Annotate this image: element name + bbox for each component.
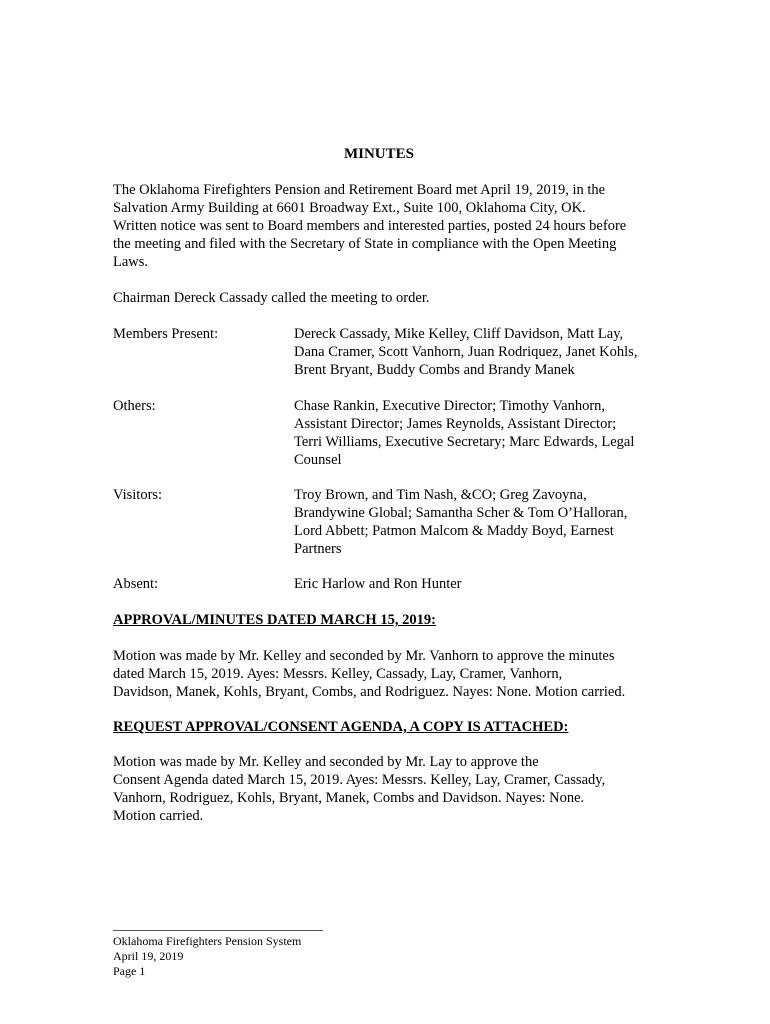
attendance-line: Eric Harlow and Ron Hunter xyxy=(294,576,462,592)
intro-line: the meeting and filed with the Secretary of State in compliance with the Open Meeting xyxy=(113,236,617,252)
attendance-line: Terri Williams, Executive Secretary; Marc Edwards, Legal xyxy=(294,434,635,450)
section-body-line: Motion carried. xyxy=(113,808,204,824)
attendance-line: Dereck Cassady, Mike Kelley, Cliff Davidson, Matt Lay, xyxy=(294,326,624,342)
attendance-line: Troy Brown, and Tim Nash, &CO; Greg Zavoyna, xyxy=(294,487,587,503)
section-heading: APPROVAL/MINUTES DATED MARCH 15, 2019: xyxy=(113,612,436,628)
section-body-line: Motion was made by Mr. Kelley and seconded by Mr. Vanhorn to approve the minutes xyxy=(113,648,615,664)
section-body-line: Consent Agenda dated March 15, 2019. Ayes: Messrs. Kelley, Lay, Cramer, Cassady, xyxy=(113,772,606,788)
footer-divider xyxy=(113,930,323,931)
attendance-line: Chase Rankin, Executive Director; Timothy Vanhorn, xyxy=(294,398,606,414)
attendance-label: Members Present: xyxy=(113,326,219,342)
intro-line: Written notice was sent to Board members and interested parties, posted 24 hours before xyxy=(113,218,627,234)
attendance-line: Counsel xyxy=(294,452,342,468)
attendance-label: Visitors: xyxy=(113,487,163,503)
attendance-value xyxy=(294,325,637,379)
attendance-value xyxy=(294,575,462,593)
attendance-value xyxy=(294,486,627,558)
intro-line: The Oklahoma Firefighters Pension and Retirement Board met April 19, 2019, in the xyxy=(113,182,606,198)
attendance-line: Partners xyxy=(294,541,342,557)
footer-date: April 19, 2019 xyxy=(113,949,184,963)
section-heading: REQUEST APPROVAL/CONSENT AGENDA, A COPY IS ATTACHED: xyxy=(113,719,569,735)
footer-page-number: Page 1 xyxy=(113,964,146,978)
attendance-line: Brent Bryant, Buddy Combs and Brandy Manek xyxy=(294,362,575,378)
footer-organization: Oklahoma Firefighters Pension System xyxy=(113,934,302,948)
section-body xyxy=(113,647,673,701)
section-body-line: Vanhorn, Rodriguez, Kohls, Bryant, Manek, Combs and Davidson. Nayes: None. xyxy=(113,790,585,806)
section-body-line: dated March 15, 2019. Ayes: Messrs. Kelley, Cassady, Lay, Cramer, Vanhorn, xyxy=(113,666,563,682)
attendance-label: Absent: xyxy=(113,576,159,592)
attendance-line: Dana Cramer, Scott Vanhorn, Juan Rodriquez, Janet Kohls, xyxy=(294,344,638,360)
intro-line: Laws. xyxy=(113,254,149,270)
section-body-line: Motion was made by Mr. Kelley and seconded by Mr. Lay to approve the xyxy=(113,754,539,770)
call-to-order xyxy=(113,289,673,307)
intro-paragraph xyxy=(113,181,673,271)
attendance-line: Brandywine Global; Samantha Scher & Tom O’Halloran, xyxy=(294,505,628,521)
section-body-line: Davidson, Manek, Kohls, Bryant, Combs, and Rodriguez. Nayes: None. Motion carried. xyxy=(113,684,626,700)
section-body xyxy=(113,753,673,825)
attendance-value xyxy=(294,397,634,469)
page-footer xyxy=(113,934,301,979)
attendance-label: Others: xyxy=(113,398,156,414)
intro-line: Salvation Army Building at 6601 Broadway Ext., Suite 100, Oklahoma City, OK. xyxy=(113,200,586,216)
call-to-order-text: Chairman Dereck Cassady called the meeting to order. xyxy=(113,290,430,306)
attendance-line: Lord Abbett; Patmon Malcom & Maddy Boyd, Earnest xyxy=(294,523,614,539)
page-title: MINUTES xyxy=(343,146,414,162)
attendance-line: Assistant Director; James Reynolds, Assistant Director; xyxy=(294,416,617,432)
